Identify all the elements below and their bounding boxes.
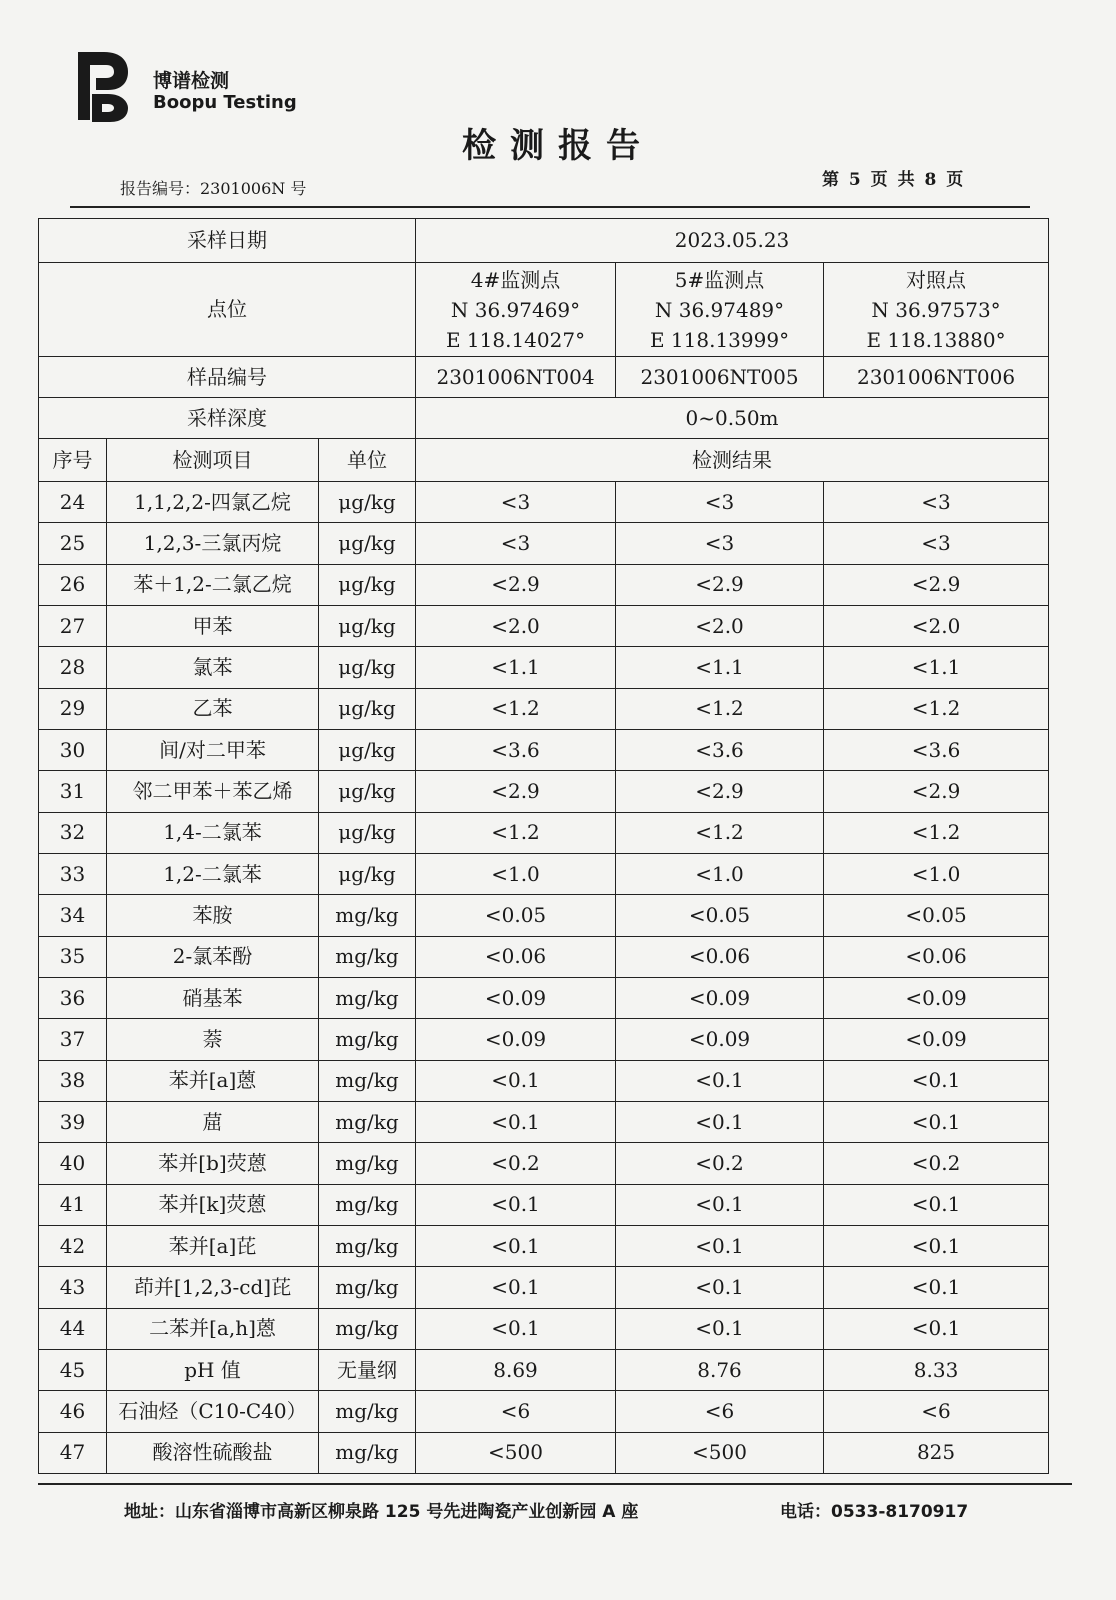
sampling-date-row bbox=[39, 219, 1049, 263]
result-control: <3 bbox=[824, 523, 1049, 564]
row-unit: μg/kg bbox=[319, 729, 416, 770]
location-name: 5#监测点 bbox=[674, 267, 765, 292]
result-location-4: <0.1 bbox=[416, 1101, 616, 1142]
table-row bbox=[39, 647, 1049, 688]
result-location-4: <0.1 bbox=[416, 1184, 616, 1225]
row-no: 35 bbox=[39, 936, 107, 977]
table-row bbox=[39, 977, 1049, 1018]
row-item: 萘 bbox=[107, 1019, 319, 1060]
row-no: 41 bbox=[39, 1184, 107, 1225]
result-control: <0.1 bbox=[824, 1060, 1049, 1101]
location-lon: E 118.13999° bbox=[649, 327, 790, 352]
table-row bbox=[39, 895, 1049, 936]
col-header-result: 检测结果 bbox=[416, 439, 1049, 482]
result-location-4: <1.0 bbox=[416, 853, 616, 894]
row-item: 1,2,3-三氯丙烷 bbox=[107, 523, 319, 564]
row-unit: mg/kg bbox=[319, 1391, 416, 1432]
result-control: <2.9 bbox=[824, 771, 1049, 812]
row-unit: mg/kg bbox=[319, 1225, 416, 1266]
location-name: 对照点 bbox=[906, 267, 967, 292]
row-unit: mg/kg bbox=[319, 895, 416, 936]
result-control: <0.05 bbox=[824, 895, 1049, 936]
row-item: 硝基苯 bbox=[107, 977, 319, 1018]
row-no: 39 bbox=[39, 1101, 107, 1142]
result-control: <0.09 bbox=[824, 1019, 1049, 1060]
location-lat: N 36.97469° bbox=[450, 297, 581, 322]
row-unit: mg/kg bbox=[319, 1101, 416, 1142]
sampling-date-label: 采样日期 bbox=[39, 219, 416, 263]
result-control: <0.06 bbox=[824, 936, 1049, 977]
location-lat: N 36.97489° bbox=[654, 297, 785, 322]
result-location-5: <6 bbox=[616, 1391, 824, 1432]
row-item: 1,4-二氯苯 bbox=[107, 812, 319, 853]
row-unit: mg/kg bbox=[319, 1143, 416, 1184]
result-control: <0.1 bbox=[824, 1101, 1049, 1142]
row-no: 27 bbox=[39, 605, 107, 646]
row-unit: mg/kg bbox=[319, 1019, 416, 1060]
result-location-5: <1.0 bbox=[616, 853, 824, 894]
table-row bbox=[39, 688, 1049, 729]
row-no: 37 bbox=[39, 1019, 107, 1060]
footer-divider bbox=[38, 1483, 1072, 1485]
row-unit: μg/kg bbox=[319, 771, 416, 812]
result-location-5: <0.1 bbox=[616, 1267, 824, 1308]
result-location-5: 8.76 bbox=[616, 1349, 824, 1390]
row-no: 43 bbox=[39, 1267, 107, 1308]
row-no: 47 bbox=[39, 1432, 107, 1473]
row-item: 石油烃（C10-C40） bbox=[107, 1391, 319, 1432]
brand-name-cn: 博谱检测 bbox=[153, 70, 230, 92]
table-row bbox=[39, 812, 1049, 853]
table-row bbox=[39, 1308, 1049, 1349]
row-no: 45 bbox=[39, 1349, 107, 1390]
row-unit: mg/kg bbox=[319, 1308, 416, 1349]
sample-no: 2301006NT006 bbox=[824, 357, 1049, 398]
result-location-4: <0.2 bbox=[416, 1143, 616, 1184]
result-location-4: <2.0 bbox=[416, 605, 616, 646]
row-unit: μg/kg bbox=[319, 688, 416, 729]
result-location-5: <3 bbox=[616, 482, 824, 523]
location-4 bbox=[416, 263, 616, 357]
row-no: 28 bbox=[39, 647, 107, 688]
row-item: 茚并[1,2,3-cd]芘 bbox=[107, 1267, 319, 1308]
row-unit: 无量纲 bbox=[319, 1349, 416, 1390]
result-control: <1.0 bbox=[824, 853, 1049, 894]
row-item: 二苯并[a,h]蒽 bbox=[107, 1308, 319, 1349]
row-item: pH 值 bbox=[107, 1349, 319, 1390]
result-location-5: <0.1 bbox=[616, 1308, 824, 1349]
result-location-4: <0.1 bbox=[416, 1060, 616, 1101]
row-item: 酸溶性硫酸盐 bbox=[107, 1432, 319, 1473]
result-control: <0.1 bbox=[824, 1267, 1049, 1308]
row-item: 氯苯 bbox=[107, 647, 319, 688]
table-row bbox=[39, 1432, 1049, 1473]
row-item: 甲苯 bbox=[107, 605, 319, 646]
result-location-5: <0.09 bbox=[616, 1019, 824, 1060]
depth-label: 采样深度 bbox=[39, 398, 416, 439]
row-unit: mg/kg bbox=[319, 1060, 416, 1101]
row-item: 苯并[b]荧蒽 bbox=[107, 1143, 319, 1184]
table-row bbox=[39, 1143, 1049, 1184]
table-row bbox=[39, 1391, 1049, 1432]
row-item: 2-氯苯酚 bbox=[107, 936, 319, 977]
sampling-date-value: 2023.05.23 bbox=[416, 219, 1049, 263]
row-unit: μg/kg bbox=[319, 812, 416, 853]
table-row bbox=[39, 482, 1049, 523]
result-location-4: 8.69 bbox=[416, 1349, 616, 1390]
table-row bbox=[39, 564, 1049, 605]
page-number: 第 5 页 共 8 页 bbox=[822, 170, 966, 190]
result-location-5: <2.9 bbox=[616, 564, 824, 605]
col-header-no: 序号 bbox=[39, 439, 107, 482]
row-unit: μg/kg bbox=[319, 523, 416, 564]
result-location-4: <0.09 bbox=[416, 977, 616, 1018]
result-location-5: <0.1 bbox=[616, 1225, 824, 1266]
row-no: 24 bbox=[39, 482, 107, 523]
result-location-4: <1.1 bbox=[416, 647, 616, 688]
result-location-4: <2.9 bbox=[416, 771, 616, 812]
result-control: <0.09 bbox=[824, 977, 1049, 1018]
result-control: <0.1 bbox=[824, 1225, 1049, 1266]
table-row bbox=[39, 1184, 1049, 1225]
column-header-row bbox=[39, 439, 1049, 482]
result-location-4: <500 bbox=[416, 1432, 616, 1473]
row-no: 42 bbox=[39, 1225, 107, 1266]
row-item: 苯＋1,2-二氯乙烷 bbox=[107, 564, 319, 605]
location-lon: E 118.14027° bbox=[445, 327, 586, 352]
result-control: <6 bbox=[824, 1391, 1049, 1432]
location-label: 点位 bbox=[39, 263, 416, 357]
table-row bbox=[39, 853, 1049, 894]
result-location-4: <0.1 bbox=[416, 1267, 616, 1308]
boopu-logo-icon bbox=[70, 48, 130, 124]
location-row bbox=[39, 263, 1049, 357]
table-row bbox=[39, 1060, 1049, 1101]
results-table bbox=[38, 218, 1049, 1474]
row-item: 间/对二甲苯 bbox=[107, 729, 319, 770]
header-divider bbox=[70, 206, 1030, 208]
table-row bbox=[39, 936, 1049, 977]
result-control: <1.2 bbox=[824, 688, 1049, 729]
location-control bbox=[824, 263, 1049, 357]
table-row bbox=[39, 1101, 1049, 1142]
result-location-5: <500 bbox=[616, 1432, 824, 1473]
table-row bbox=[39, 1267, 1049, 1308]
result-location-4: <2.9 bbox=[416, 564, 616, 605]
table-row bbox=[39, 1349, 1049, 1390]
row-unit: mg/kg bbox=[319, 936, 416, 977]
result-control: <1.2 bbox=[824, 812, 1049, 853]
result-location-5: <1.2 bbox=[616, 812, 824, 853]
row-no: 25 bbox=[39, 523, 107, 564]
result-location-5: <0.05 bbox=[616, 895, 824, 936]
result-location-5: <1.2 bbox=[616, 688, 824, 729]
sample-no-row bbox=[39, 357, 1049, 398]
location-5 bbox=[616, 263, 824, 357]
result-control: <2.0 bbox=[824, 605, 1049, 646]
table-row bbox=[39, 1019, 1049, 1060]
row-no: 30 bbox=[39, 729, 107, 770]
result-location-4: <6 bbox=[416, 1391, 616, 1432]
result-control: <0.2 bbox=[824, 1143, 1049, 1184]
report-title: 检测报告 bbox=[462, 126, 654, 166]
row-unit: μg/kg bbox=[319, 564, 416, 605]
depth-row bbox=[39, 398, 1049, 439]
report-number: 报告编号：2301006N 号 bbox=[120, 179, 307, 198]
result-location-4: <0.06 bbox=[416, 936, 616, 977]
result-location-5: <3.6 bbox=[616, 729, 824, 770]
row-item: 1,1,2,2-四氯乙烷 bbox=[107, 482, 319, 523]
result-control: <1.1 bbox=[824, 647, 1049, 688]
location-lon: E 118.13880° bbox=[866, 327, 1006, 352]
location-name: 4#监测点 bbox=[470, 267, 561, 292]
result-control: <0.1 bbox=[824, 1184, 1049, 1225]
table-row bbox=[39, 1225, 1049, 1266]
row-unit: μg/kg bbox=[319, 605, 416, 646]
row-no: 32 bbox=[39, 812, 107, 853]
result-location-4: <0.05 bbox=[416, 895, 616, 936]
row-item: 苯并[a]芘 bbox=[107, 1225, 319, 1266]
row-unit: mg/kg bbox=[319, 1267, 416, 1308]
table-row bbox=[39, 605, 1049, 646]
location-lat: N 36.97573° bbox=[871, 297, 1001, 322]
row-no: 46 bbox=[39, 1391, 107, 1432]
result-location-4: <0.1 bbox=[416, 1225, 616, 1266]
row-no: 34 bbox=[39, 895, 107, 936]
row-item: 苯胺 bbox=[107, 895, 319, 936]
depth-value: 0~0.50m bbox=[416, 398, 1049, 439]
footer-address: 地址：山东省淄博市高新区柳泉路 125 号先进陶瓷产业创新园 A 座 bbox=[124, 1502, 639, 1522]
result-location-5: <2.0 bbox=[616, 605, 824, 646]
row-no: 33 bbox=[39, 853, 107, 894]
table-row bbox=[39, 729, 1049, 770]
row-item: 乙苯 bbox=[107, 688, 319, 729]
row-no: 44 bbox=[39, 1308, 107, 1349]
row-no: 40 bbox=[39, 1143, 107, 1184]
row-unit: mg/kg bbox=[319, 977, 416, 1018]
result-control: <2.9 bbox=[824, 564, 1049, 605]
sample-no: 2301006NT004 bbox=[416, 357, 616, 398]
row-no: 38 bbox=[39, 1060, 107, 1101]
table-row bbox=[39, 771, 1049, 812]
row-no: 31 bbox=[39, 771, 107, 812]
row-item: 䓛 bbox=[107, 1101, 319, 1142]
sample-no: 2301006NT005 bbox=[616, 357, 824, 398]
result-location-5: <1.1 bbox=[616, 647, 824, 688]
row-item: 1,2-二氯苯 bbox=[107, 853, 319, 894]
row-no: 29 bbox=[39, 688, 107, 729]
row-no: 26 bbox=[39, 564, 107, 605]
sample-no-label: 样品编号 bbox=[39, 357, 416, 398]
result-control: <0.1 bbox=[824, 1308, 1049, 1349]
col-header-unit: 单位 bbox=[319, 439, 416, 482]
result-location-4: <1.2 bbox=[416, 688, 616, 729]
result-control: <3 bbox=[824, 482, 1049, 523]
row-unit: μg/kg bbox=[319, 482, 416, 523]
result-location-4: <0.1 bbox=[416, 1308, 616, 1349]
row-item: 苯并[a]蒽 bbox=[107, 1060, 319, 1101]
table-row bbox=[39, 523, 1049, 564]
result-location-5: <0.2 bbox=[616, 1143, 824, 1184]
result-location-4: <3 bbox=[416, 482, 616, 523]
result-location-4: <0.09 bbox=[416, 1019, 616, 1060]
result-location-4: <3 bbox=[416, 523, 616, 564]
result-location-5: <2.9 bbox=[616, 771, 824, 812]
result-control: <3.6 bbox=[824, 729, 1049, 770]
row-unit: mg/kg bbox=[319, 1432, 416, 1473]
brand-name-en: Boopu Testing bbox=[153, 92, 297, 113]
row-unit: μg/kg bbox=[319, 647, 416, 688]
row-no: 36 bbox=[39, 977, 107, 1018]
result-control: 825 bbox=[824, 1432, 1049, 1473]
result-location-5: <3 bbox=[616, 523, 824, 564]
result-location-5: <0.09 bbox=[616, 977, 824, 1018]
footer-phone: 电话：0533-8170917 bbox=[780, 1502, 969, 1522]
row-item: 邻二甲苯＋苯乙烯 bbox=[107, 771, 319, 812]
result-location-5: <0.1 bbox=[616, 1184, 824, 1225]
col-header-item: 检测项目 bbox=[107, 439, 319, 482]
result-location-4: <1.2 bbox=[416, 812, 616, 853]
row-unit: mg/kg bbox=[319, 1184, 416, 1225]
row-item: 苯并[k]荧蒽 bbox=[107, 1184, 319, 1225]
result-control: 8.33 bbox=[824, 1349, 1049, 1390]
result-location-5: <0.1 bbox=[616, 1101, 824, 1142]
result-location-5: <0.1 bbox=[616, 1060, 824, 1101]
result-location-5: <0.06 bbox=[616, 936, 824, 977]
row-unit: μg/kg bbox=[319, 853, 416, 894]
result-location-4: <3.6 bbox=[416, 729, 616, 770]
